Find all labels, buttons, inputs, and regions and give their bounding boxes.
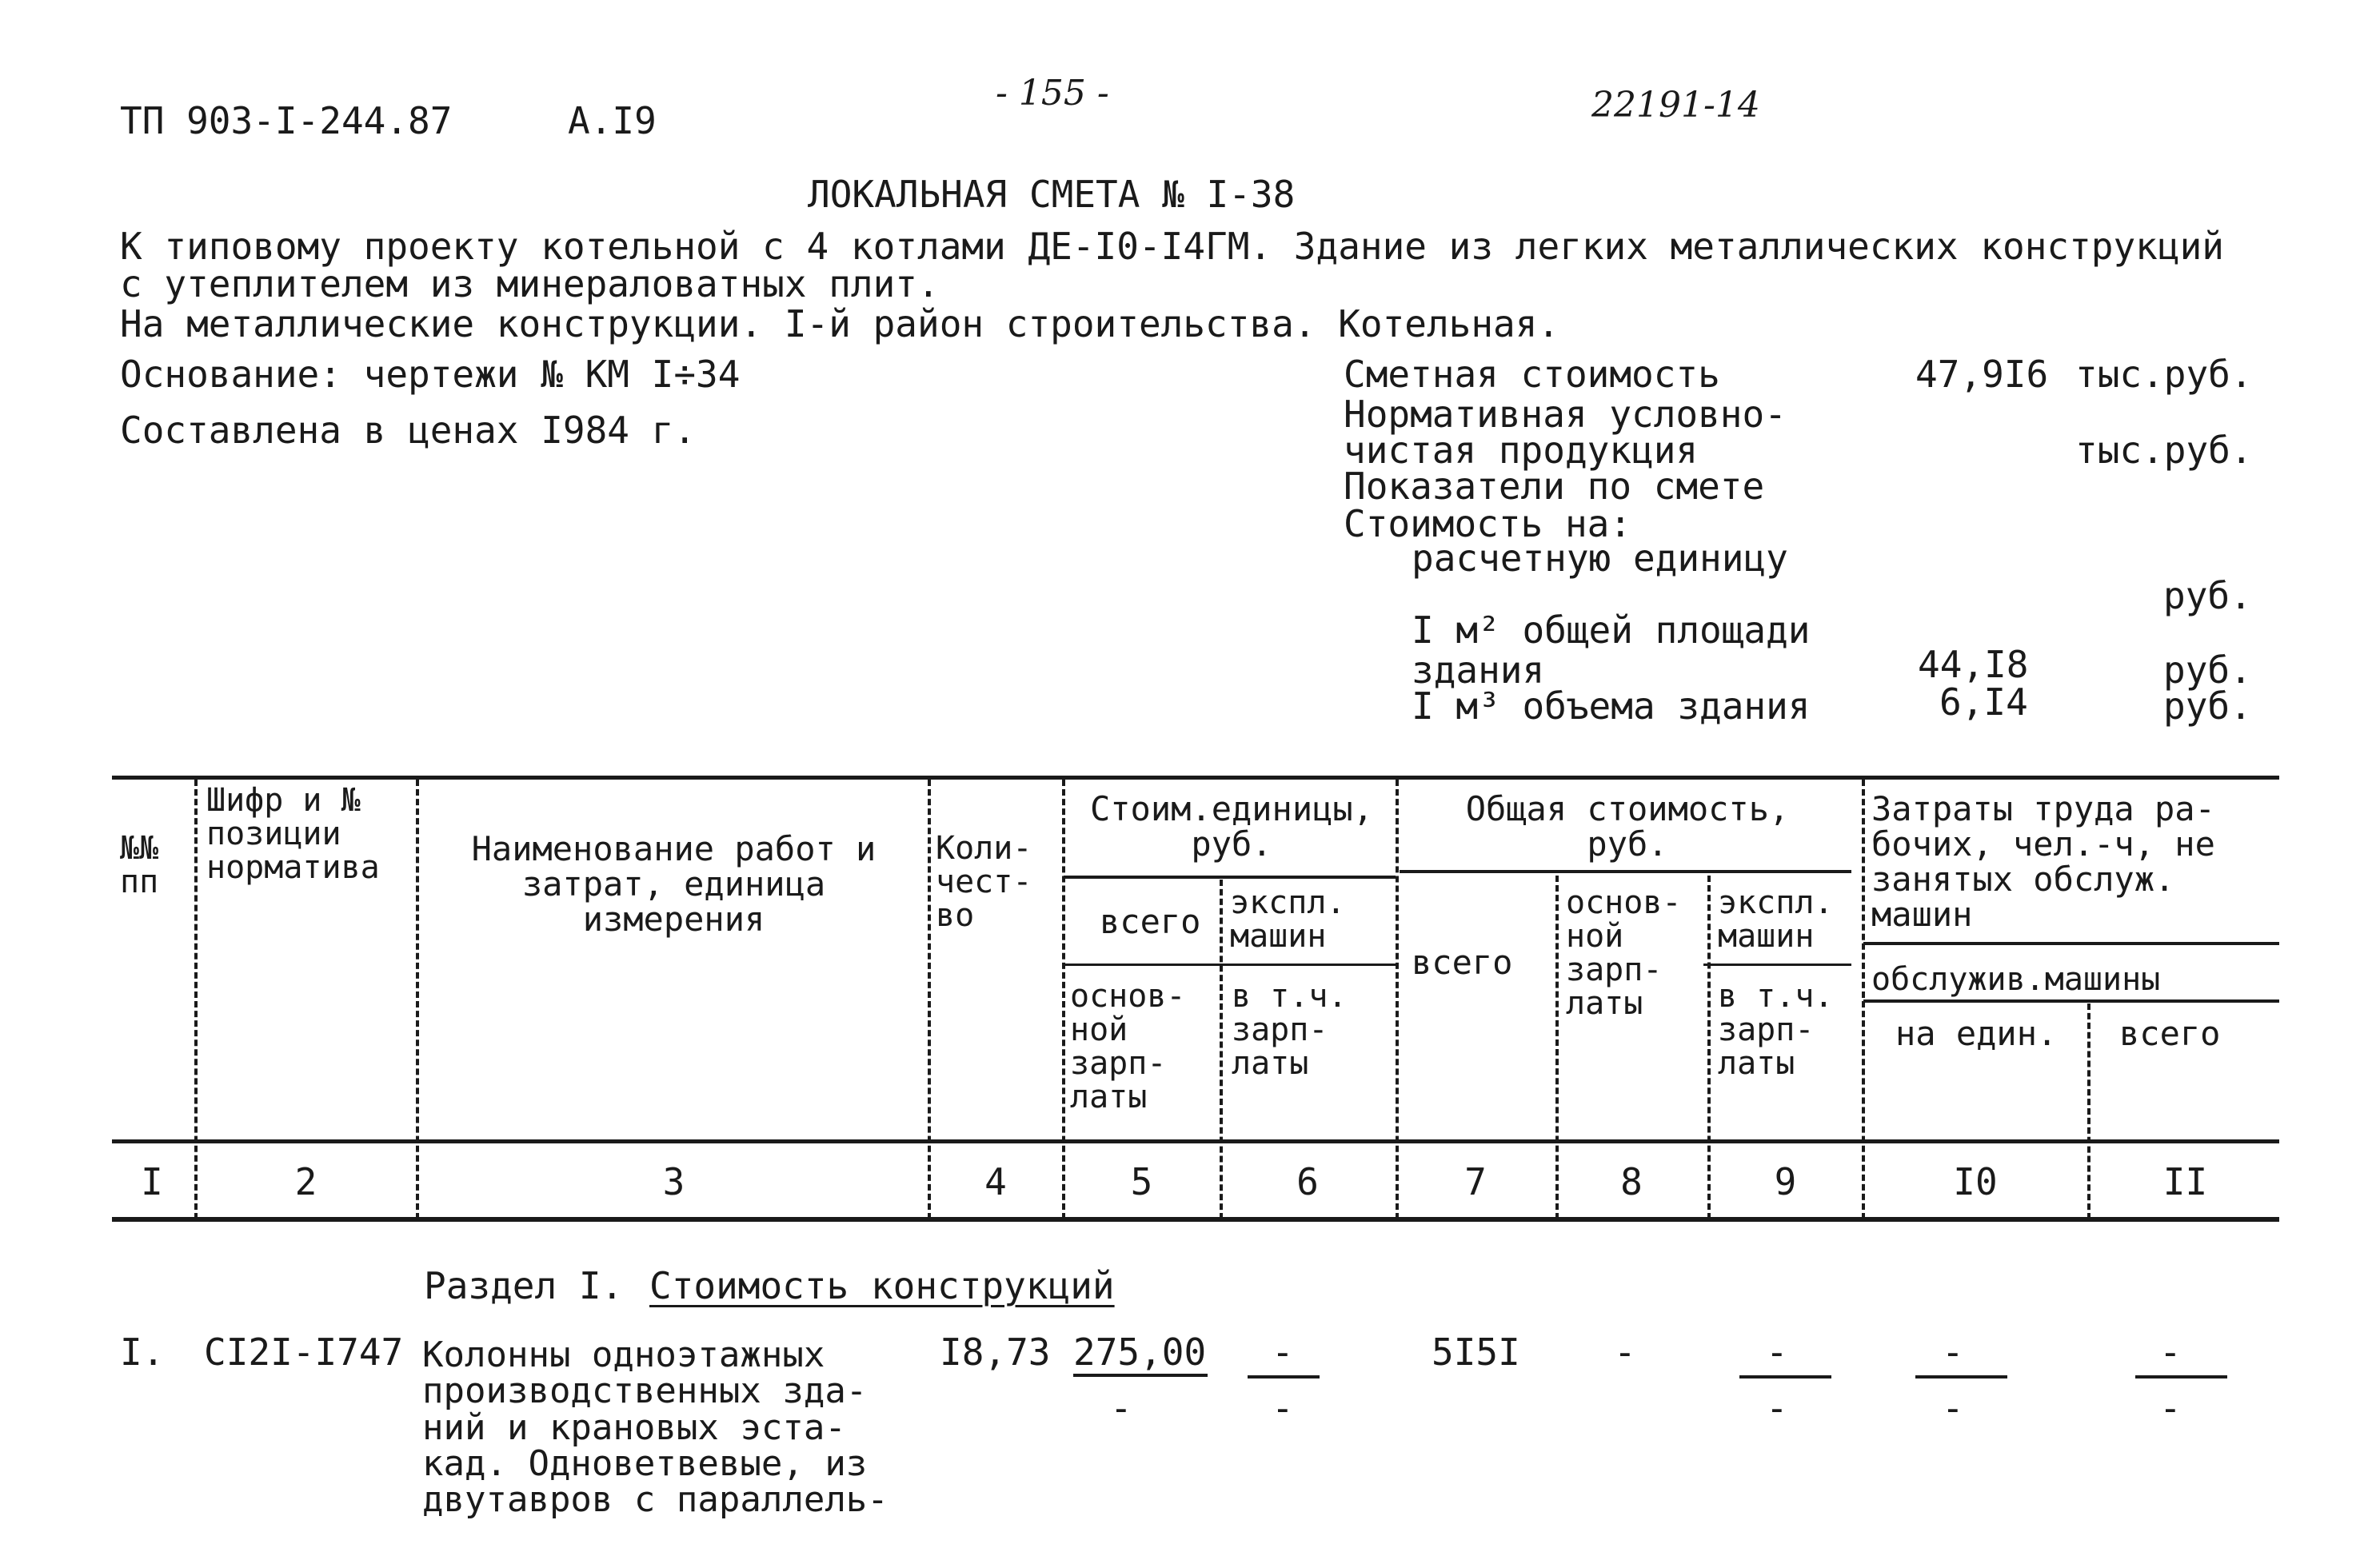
row-unit-machines-wages: - — [1272, 1386, 1294, 1430]
th-total-all: всего — [1412, 943, 1513, 982]
section-title: Стоимость конструкций — [649, 1264, 1115, 1307]
description-line-2: с утеплителем из минераловатных плит. — [120, 262, 940, 305]
volume-value: 6,І4 — [1939, 680, 2028, 724]
col-sep-4 — [1062, 780, 1065, 1219]
col-number: 5 — [1130, 1160, 1153, 1203]
col-sep-2 — [416, 780, 419, 1219]
header-bottom-rule — [112, 1139, 2279, 1143]
col-number: 9 — [1774, 1160, 1797, 1203]
th-unit-cost: Стоим.единицы, руб. — [1089, 789, 1373, 864]
th-total-cost: Общая стоимость, руб. — [1465, 789, 1790, 864]
normative-label-2: чистая продукция — [1344, 429, 1699, 472]
col-number: 2 — [294, 1160, 317, 1203]
machines-underline-1 — [1224, 964, 1344, 966]
area-label-2: здания — [1412, 648, 1545, 692]
col-sep-3 — [928, 780, 931, 1219]
th-total-wages: основ- ной зарп- латы — [1566, 884, 1682, 1022]
volume-unit: руб. — [2163, 684, 2252, 728]
row-labor-per-unit-sub: - — [1942, 1386, 1964, 1430]
labor-total-underline — [2135, 1375, 2227, 1378]
calc-unit-unit: руб. — [2163, 574, 2252, 617]
prices-year-text: Составлена в ценах І984 г. — [120, 409, 697, 452]
th-total-machines: экспл. машин — [1718, 884, 1834, 955]
normative-unit: тыс.руб. — [2075, 429, 2253, 472]
area-label-1: І м² общей площади — [1412, 608, 1811, 652]
cost-per-label: Стоимость на: — [1344, 502, 1632, 545]
th-name: Наименование работ и затрат, единица измерения — [471, 829, 877, 940]
labor-subrule-2 — [1863, 999, 2279, 1003]
labor-subrule-1 — [1863, 942, 2279, 945]
th-unit-incl-wages: в т.ч. зарп- латы — [1232, 978, 1348, 1082]
col-number: 3 — [662, 1160, 685, 1203]
doc-code: ТП 903-І-244.87 — [120, 99, 453, 142]
row-unit-total: 275,00 — [1073, 1331, 1207, 1374]
unit-cost-subrule — [1064, 876, 1396, 879]
row-name: Колонны одноэтажных производственных зда- ний и крановых эста- кад. Одноветвевые, из двутавров с параллель- — [422, 1335, 889, 1521]
estimated-cost-label: Сметная стоимость — [1344, 353, 1720, 396]
calc-unit-label: расчетную единицу — [1412, 537, 1788, 580]
row-code: СІ2І-І747 — [204, 1331, 404, 1374]
numbers-bottom-rule — [112, 1217, 2279, 1222]
description-line-3: На металлические конструкции. І-й район строительства. Котельная. — [120, 302, 1560, 345]
col-number: ІІ — [2162, 1160, 2208, 1203]
row-labor-per-unit: - — [1942, 1331, 1964, 1374]
col-number: 6 — [1296, 1160, 1319, 1203]
area-value: 44,І8 — [1918, 643, 2029, 686]
total-cost-subrule — [1400, 870, 1851, 873]
row-total: 5І5І — [1432, 1331, 1520, 1374]
total-machines-underline — [1739, 1375, 1831, 1378]
th-number: №№ пп — [120, 830, 159, 900]
volume-label: І м³ объема здания — [1412, 684, 1811, 728]
th-labor-per-unit: на един. — [1895, 1014, 2058, 1053]
row-labor-total-sub: - — [2159, 1386, 2182, 1430]
th-unit-machines: экспл. машин — [1230, 884, 1346, 955]
album-number: А.І9 — [568, 99, 657, 142]
th-labor-service: обслужив.машины — [1871, 961, 2161, 998]
estimated-cost-unit: тыс.руб. — [2075, 353, 2253, 396]
indicators-label: Показатели по смете — [1344, 465, 1765, 508]
normative-label-1: Нормативная условно- — [1344, 393, 1787, 436]
section-prefix: Раздел І. — [424, 1264, 624, 1307]
row-total-wages: - — [1614, 1331, 1636, 1374]
inventory-number: 22191-14 — [1591, 85, 1760, 126]
row-total-machines-wages: - — [1766, 1386, 1788, 1430]
total-mid-subrule — [1703, 964, 1851, 966]
col-number: 8 — [1620, 1160, 1643, 1203]
col-sep-8 — [1707, 876, 1711, 1219]
th-total-incl-wages: в т.ч. зарп- латы — [1718, 978, 1834, 1082]
row-number: І. — [120, 1331, 165, 1374]
col-sep-10 — [2087, 1003, 2090, 1219]
table-top-rule — [112, 776, 2279, 780]
col-number: І — [141, 1160, 163, 1203]
unit-total-underline — [1073, 1374, 1208, 1377]
row-unit-machines: - — [1272, 1331, 1294, 1374]
col-sep-5 — [1220, 880, 1223, 1219]
labor-per-unit-underline — [1915, 1375, 2007, 1378]
th-unit-total: всего — [1100, 902, 1201, 941]
description-line-1: К типовому проекту котельной с 4 котлами ДЕ-І0-І4ГМ. Здание из легких металлических конструкций — [120, 225, 2224, 268]
area-unit: руб. — [2163, 648, 2252, 692]
row-labor-total: - — [2159, 1331, 2182, 1374]
col-sep-1 — [194, 780, 198, 1219]
th-quantity: Коли- чест- во — [936, 830, 1032, 934]
col-sep-9 — [1862, 780, 1865, 1219]
unit-machines-underline — [1248, 1375, 1320, 1378]
document-title: ЛОКАЛЬНАЯ СМЕТА № І-38 — [808, 173, 1296, 216]
col-number: 4 — [984, 1160, 1007, 1203]
th-unit-wages: основ- ной зарп- латы — [1070, 978, 1186, 1115]
col-sep-7 — [1555, 876, 1559, 1219]
col-number: І0 — [1953, 1160, 1998, 1203]
row-quantity: І8,73 — [940, 1331, 1051, 1374]
row-unit-wages: - — [1110, 1386, 1132, 1430]
col-sep-6 — [1396, 780, 1399, 1219]
row-total-machines: - — [1766, 1331, 1788, 1374]
page-number: - 155 - — [996, 73, 1109, 114]
basis-text: Основание: чертежи № КМ І÷34 — [120, 353, 741, 396]
th-labor: Затраты труда ра- бочих, чел.-ч, не занятых обслуж. машин — [1871, 789, 2215, 935]
th-code: Шифр и № позиции норматива — [206, 782, 380, 886]
th-labor-total: всего — [2119, 1014, 2221, 1053]
estimated-cost-value: 47,9І6 — [1915, 353, 2049, 396]
col-number: 7 — [1464, 1160, 1487, 1203]
